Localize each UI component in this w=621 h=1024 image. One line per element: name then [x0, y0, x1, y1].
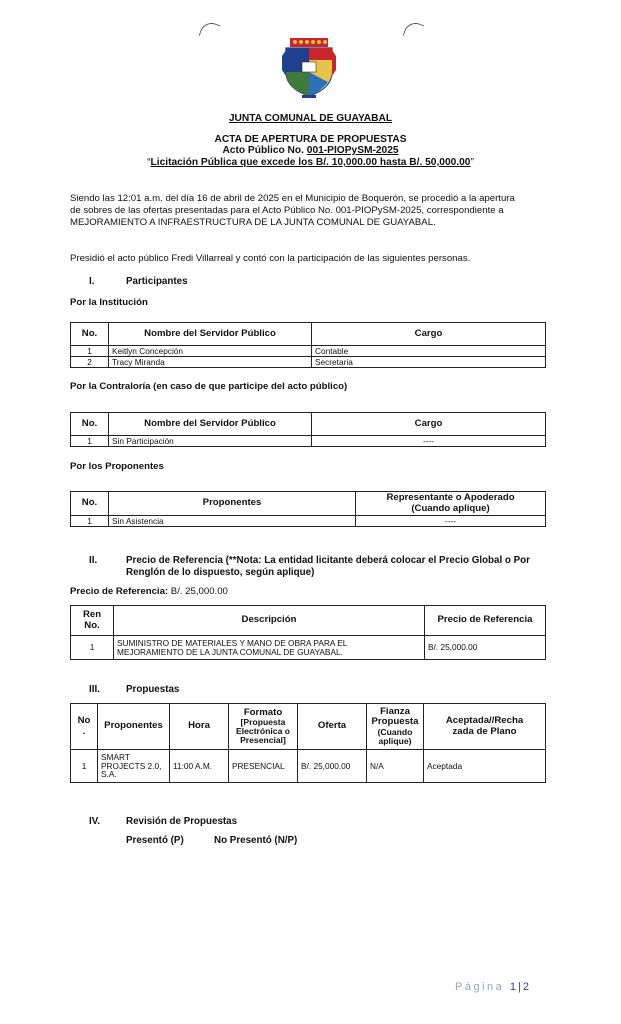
open-quote: “: [147, 157, 151, 168]
punch-hole-right: [403, 20, 425, 42]
intro-line-3: MEJORAMIENTO A INFRAESTRUCTURA DE LA JUNTA COMUNAL DE GUAYABAL.: [70, 217, 436, 228]
aceptada-line-1: Aceptada//Recha: [445, 715, 524, 727]
col-header-descripcion: Descripción: [114, 606, 425, 636]
proponentes-heading: Por los Proponentes: [70, 461, 164, 472]
cuando-aplique-label: (Cuando aplique): [411, 502, 490, 514]
col-header-hora: Hora: [170, 704, 229, 750]
col-header-cargo: Cargo: [312, 323, 546, 346]
table-row: [71, 750, 546, 783]
cell-oferta: B/. 25,000.00: [298, 750, 367, 783]
cell-name: Sin Participación: [109, 436, 312, 447]
cell-proponente: Sin Asistencia: [109, 516, 356, 527]
cell-no: 2: [71, 357, 109, 368]
no-label: No.: [84, 619, 100, 631]
intro-line-2: de sobres de las ofertas presentadas para el Acto Público No. 001-PIOPySM-2025, correspondiente a: [70, 205, 504, 216]
section-4-number: IV.: [89, 816, 101, 827]
page-footer: [455, 981, 529, 993]
table-row: [71, 516, 546, 527]
cell-descripcion: [114, 636, 425, 660]
table-row: [71, 346, 546, 357]
col-header-no: No.: [71, 492, 109, 516]
aceptada-line-2: zada de Plano: [452, 725, 517, 737]
representante-label: Representante o Apoderado: [386, 492, 515, 504]
page-current: 1: [509, 981, 516, 993]
punch-hole-left: [199, 20, 221, 42]
cell-precio: B/. 25,000.00: [425, 636, 546, 660]
fianza-line-4: aplique): [378, 735, 412, 746]
section-2-title-line-2: Renglón de lo dispuesto, según aplique): [126, 567, 315, 578]
act-number-line: [0, 145, 621, 156]
no-dot: .: [82, 725, 86, 737]
col-header-renglon: [71, 606, 114, 636]
prop-line-1: SMART: [101, 751, 130, 762]
contraloria-participants-table: [70, 412, 546, 447]
col-header-aceptada: [424, 704, 546, 750]
prop-line-2: PROJECTS 2.0,: [101, 760, 162, 771]
formato-line-2: [Propuesta: [240, 717, 286, 727]
tender-title: Licitación Pública que excede los B/. 10,000.00 hasta B/. 50,000.00: [150, 157, 471, 168]
col-header-fianza: [367, 704, 424, 750]
fianza-line-3: (Cuando: [377, 726, 413, 737]
presento-legend: Presentó (P): [126, 835, 184, 846]
cell-proponente: [98, 750, 170, 783]
col-header-proponentes: Proponentes: [98, 704, 170, 750]
cell-name: Keitlyn Concepción: [109, 346, 312, 357]
section-1-number: I.: [89, 276, 95, 287]
no-label: No: [77, 715, 91, 727]
cell-formato: PRESENCIAL: [229, 750, 298, 783]
fianza-line-2: Propuesta: [371, 716, 419, 728]
cell-no: 1: [71, 346, 109, 357]
section-4-title: Revisión de Propuestas: [126, 816, 238, 827]
section-3-number: III.: [89, 684, 100, 695]
formato-line-3: Electrónica o: [236, 726, 290, 737]
col-header-cargo: Cargo: [312, 413, 546, 436]
formato-line-1: Formato: [243, 706, 283, 718]
close-quote: ”: [470, 157, 474, 168]
institution-heading: Por la Institución: [70, 297, 148, 308]
formato-line-4: Presencial]: [240, 735, 286, 746]
cell-no: 1: [71, 636, 114, 660]
reference-price-value: B/. 25,000.00: [168, 586, 228, 597]
no-presento-legend: No Presentó (N/P): [214, 835, 298, 846]
col-header-name: Nombre del Servidor Público: [109, 413, 312, 436]
institution-participants-table: [70, 322, 546, 368]
prop-line-3: S.A.: [101, 769, 117, 780]
table-row: [71, 636, 546, 660]
proponentes-participants-table: [70, 491, 546, 527]
col-header-no: [71, 704, 98, 750]
intro-line-1: Siendo las 12:01 a.m. del día 16 de abril de 2025 en el Municipio de Boquerón, se procedió a la apertura: [70, 193, 515, 204]
cell-cargo: Secretaria: [312, 357, 546, 368]
col-header-no: No.: [71, 413, 109, 436]
reference-price-table: [70, 605, 546, 660]
fianza-line-1: Fianza: [380, 706, 410, 718]
cell-fianza: N/A: [367, 750, 424, 783]
cell-no: 1: [71, 516, 109, 527]
cell-name: Tracy Miranda: [109, 357, 312, 368]
table-row: [71, 436, 546, 447]
act-title: ACTA DE APERTURA DE PROPUESTAS: [214, 134, 407, 145]
section-2-number: II.: [89, 555, 98, 566]
desc-line-1: SUMINISTRO DE MATERIALES Y MANO DE OBRA PARA EL: [117, 637, 348, 648]
section-2-title-line-1: Precio de Referencia (**Nota: La entidad licitante deberá colocar el Precio Global o Por: [126, 555, 530, 566]
act-number-prefix: Acto Público No.: [222, 145, 307, 156]
institution-name: JUNTA COMUNAL DE GUAYABAL: [228, 113, 393, 124]
section-1-title: Participantes: [126, 276, 188, 287]
cell-hora: 11:00 A.M.: [170, 750, 229, 783]
page-word: Página: [455, 981, 505, 993]
contraloria-heading: Por la Contraloría (en caso de que participe del acto público): [70, 381, 348, 392]
col-header-oferta: Oferta: [298, 704, 367, 750]
cell-no: 1: [71, 750, 98, 783]
coat-of-arms-logo: [280, 36, 338, 100]
col-header-precio: Precio de Referencia: [425, 606, 546, 636]
page-separator: |: [517, 981, 521, 993]
cell-representante: ----: [356, 516, 546, 527]
ren-label: Ren: [82, 609, 102, 621]
act-number: 001-PIOPySM-2025: [306, 145, 399, 156]
section-3-title: Propuestas: [126, 684, 180, 695]
col-header-no: No.: [71, 323, 109, 346]
cell-cargo: Contable: [312, 346, 546, 357]
col-header-representante: [356, 492, 546, 516]
col-header-formato: [229, 704, 298, 750]
reference-price-line: [70, 586, 228, 597]
proposals-table: [70, 703, 546, 783]
col-header-proponentes: Proponentes: [109, 492, 356, 516]
reference-price-label: Precio de Referencia:: [70, 586, 169, 597]
cell-cargo: ----: [312, 436, 546, 447]
tender-line: [0, 157, 621, 168]
table-row: [71, 357, 546, 368]
page-total: 2: [522, 981, 529, 993]
cell-aceptada: Aceptada: [424, 750, 546, 783]
col-header-name: Nombre del Servidor Público: [109, 323, 312, 346]
desc-line-2: MEJORAMIENTO DE LA JUNTA COMUNAL DE GUAYABAL.: [117, 646, 343, 657]
cell-no: 1: [71, 436, 109, 447]
presided-text: Presidió el acto público Fredi Villarreal y contó con la participación de las siguientes personas.: [70, 253, 471, 264]
